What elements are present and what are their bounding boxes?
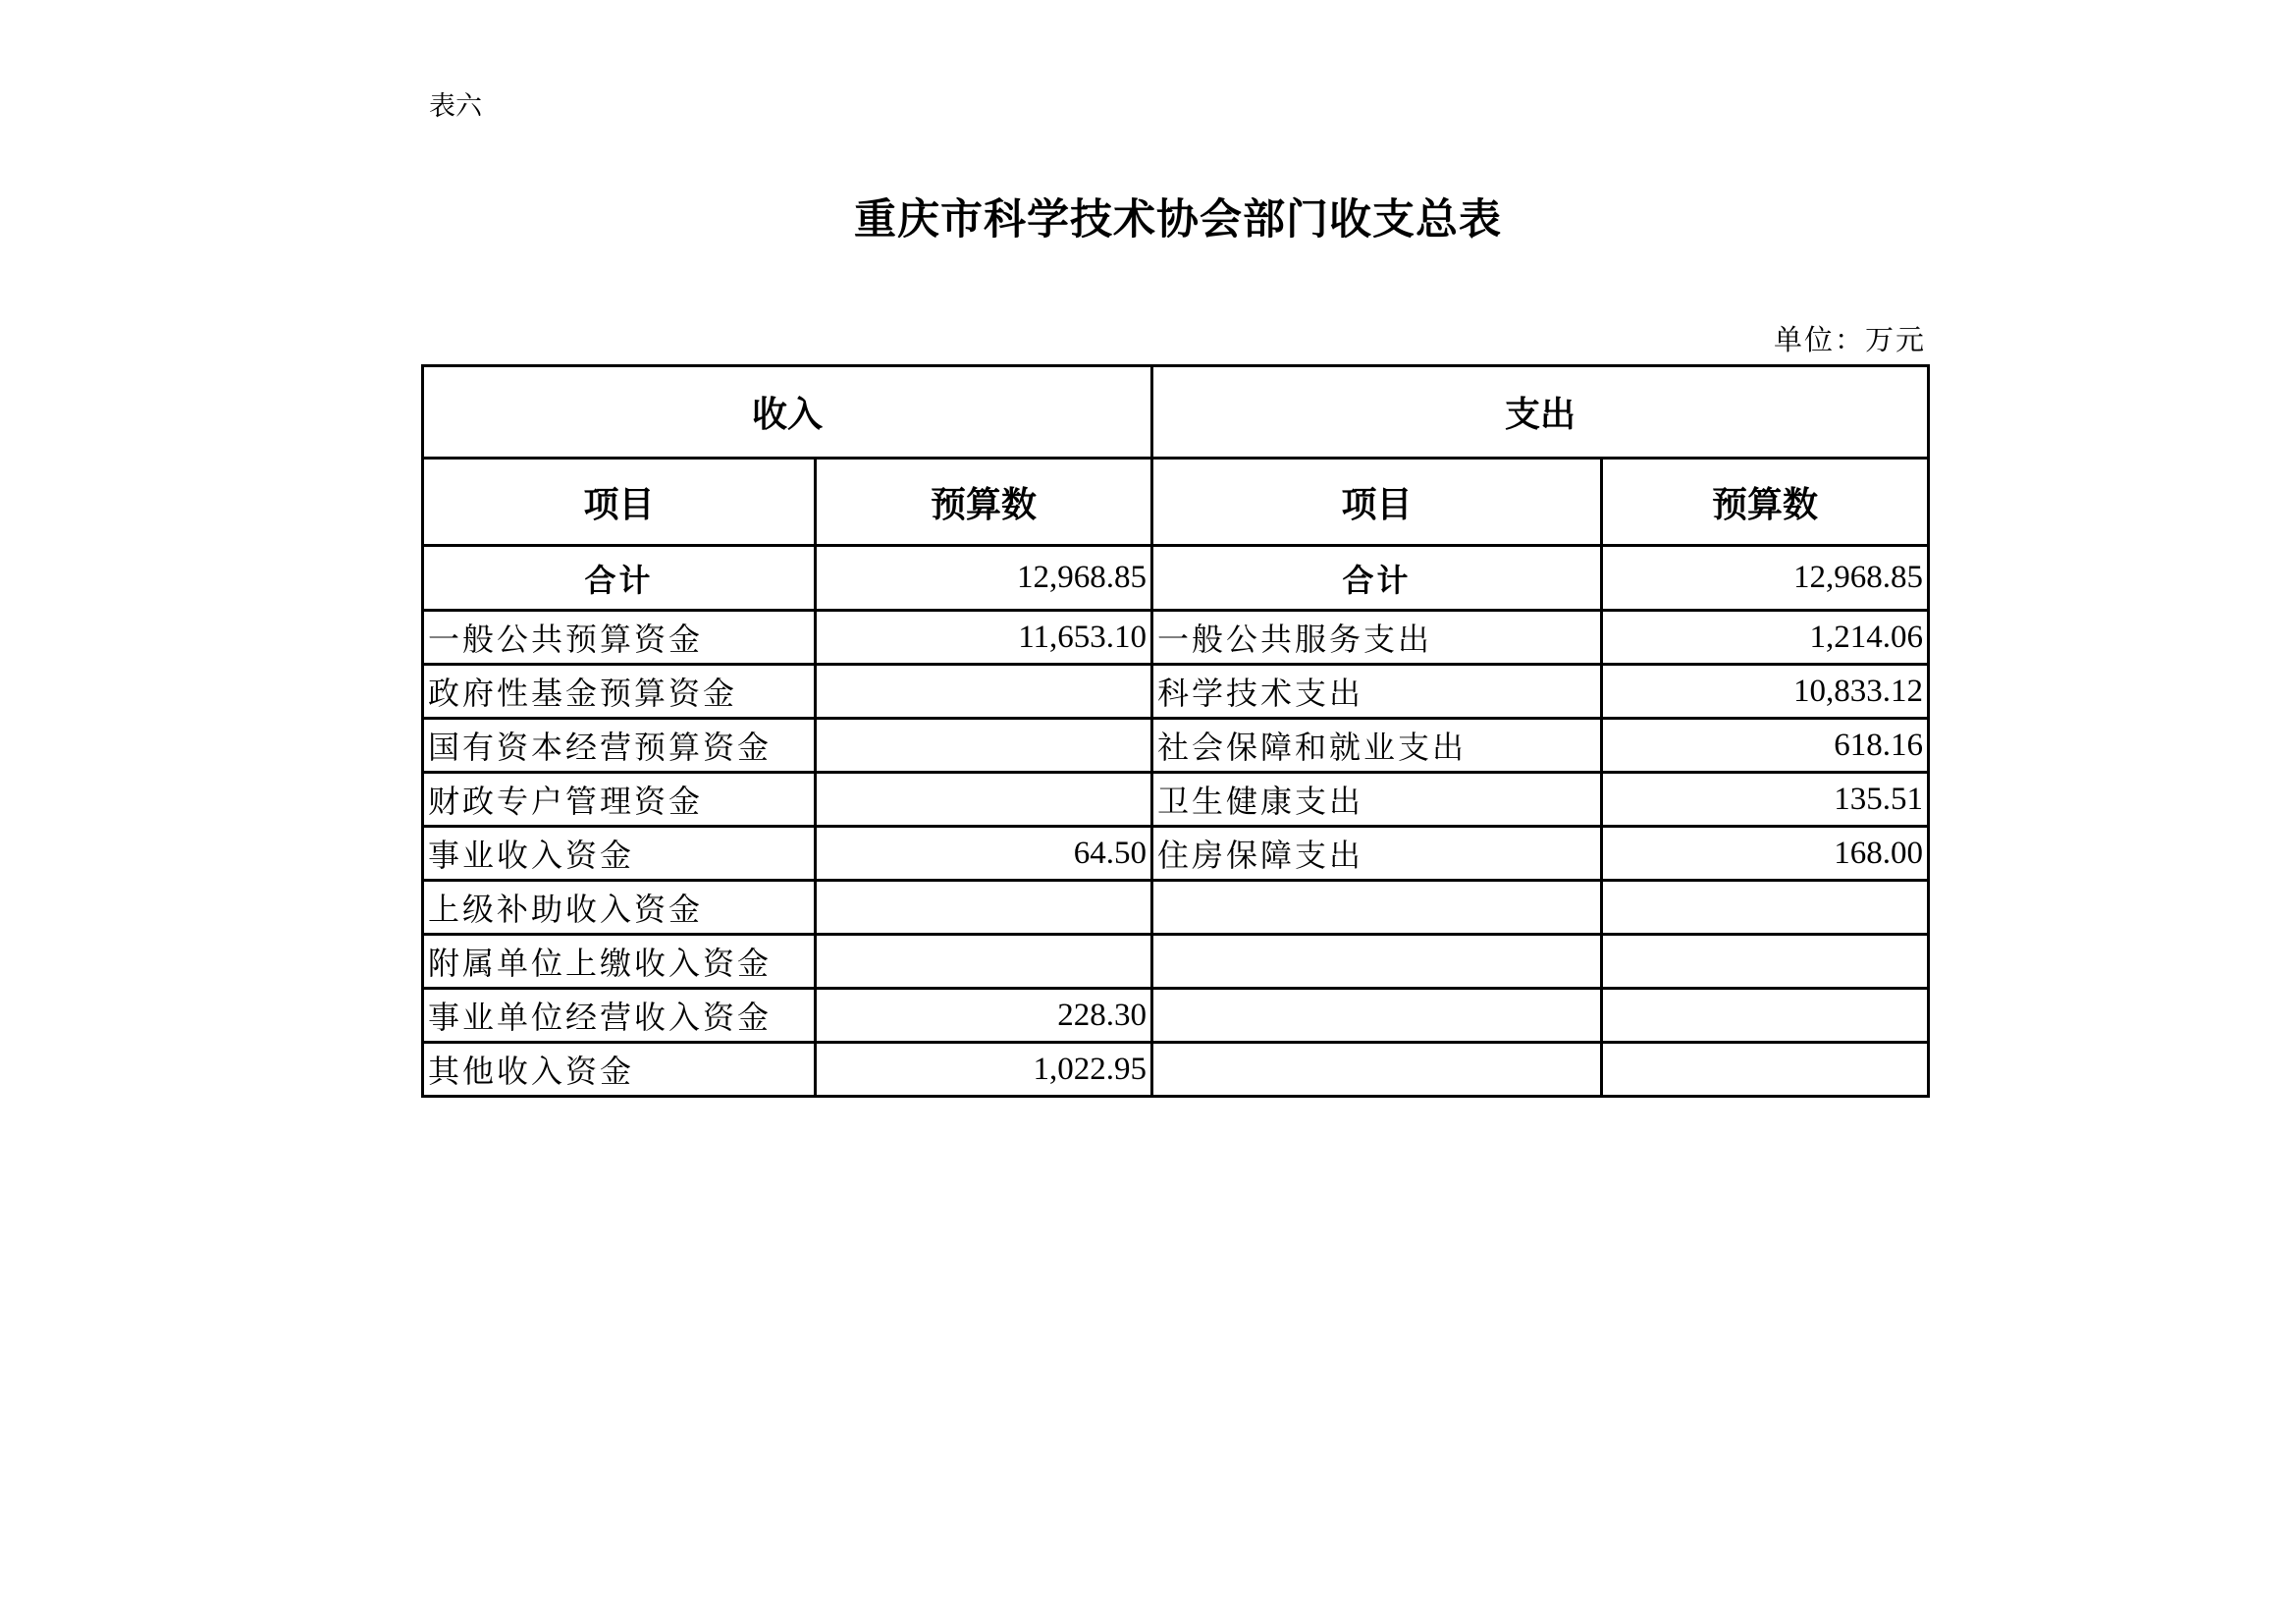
expense-item — [1152, 881, 1602, 935]
total-row — [423, 546, 1929, 611]
expense-group-header: 支出 — [1152, 366, 1929, 459]
income-item: 其他收入资金 — [423, 1043, 816, 1097]
table-row — [423, 773, 1929, 827]
income-value — [816, 773, 1152, 827]
expense-value — [1602, 1043, 1929, 1097]
table-row — [423, 665, 1929, 719]
income-item: 财政专户管理资金 — [423, 773, 816, 827]
expense-total-value: 12,968.85 — [1602, 546, 1929, 611]
income-item: 事业收入资金 — [423, 827, 816, 881]
income-value: 11,653.10 — [816, 611, 1152, 665]
income-value — [816, 935, 1152, 989]
table-row — [423, 989, 1929, 1043]
income-value — [816, 665, 1152, 719]
expense-item: 一般公共服务支出 — [1152, 611, 1602, 665]
table-row — [423, 881, 1929, 935]
income-value: 64.50 — [816, 827, 1152, 881]
income-item: 上级补助收入资金 — [423, 881, 816, 935]
column-header-row — [423, 459, 1929, 546]
table-row — [423, 611, 1929, 665]
expense-value — [1602, 881, 1929, 935]
expense-budget-header: 预算数 — [1602, 459, 1929, 546]
expense-value: 10,833.12 — [1602, 665, 1929, 719]
expense-item: 科学技术支出 — [1152, 665, 1602, 719]
expense-item-header: 项目 — [1152, 459, 1602, 546]
income-item: 附属单位上缴收入资金 — [423, 935, 816, 989]
group-header-row — [423, 366, 1929, 459]
expense-value: 168.00 — [1602, 827, 1929, 881]
income-budget-header: 预算数 — [816, 459, 1152, 546]
table-label: 表六 — [429, 91, 482, 122]
budget-table — [421, 364, 1930, 1098]
expense-item: 住房保障支出 — [1152, 827, 1602, 881]
table-row — [423, 827, 1929, 881]
expense-item — [1152, 989, 1602, 1043]
unit-label: 单位：万元 — [1773, 323, 1926, 356]
income-value: 228.30 — [816, 989, 1152, 1043]
expense-item: 社会保障和就业支出 — [1152, 719, 1602, 773]
income-total-value: 12,968.85 — [816, 546, 1152, 611]
expense-value: 618.16 — [1602, 719, 1929, 773]
expense-item — [1152, 935, 1602, 989]
expense-value — [1602, 989, 1929, 1043]
expense-item: 卫生健康支出 — [1152, 773, 1602, 827]
table-row — [423, 719, 1929, 773]
income-item: 一般公共预算资金 — [423, 611, 816, 665]
income-value: 1,022.95 — [816, 1043, 1152, 1097]
table-row — [423, 935, 1929, 989]
income-item-header: 项目 — [423, 459, 816, 546]
expense-value: 135.51 — [1602, 773, 1929, 827]
income-value — [816, 719, 1152, 773]
expense-total-label: 合计 — [1152, 546, 1602, 611]
income-group-header: 收入 — [423, 366, 1152, 459]
income-item: 国有资本经营预算资金 — [423, 719, 816, 773]
page-title: 重庆市科学技术协会部门收支总表 — [854, 195, 1502, 244]
table-row — [423, 1043, 1929, 1097]
expense-value: 1,214.06 — [1602, 611, 1929, 665]
income-item: 政府性基金预算资金 — [423, 665, 816, 719]
income-total-label: 合计 — [423, 546, 816, 611]
income-item: 事业单位经营收入资金 — [423, 989, 816, 1043]
expense-item — [1152, 1043, 1602, 1097]
expense-value — [1602, 935, 1929, 989]
income-value — [816, 881, 1152, 935]
